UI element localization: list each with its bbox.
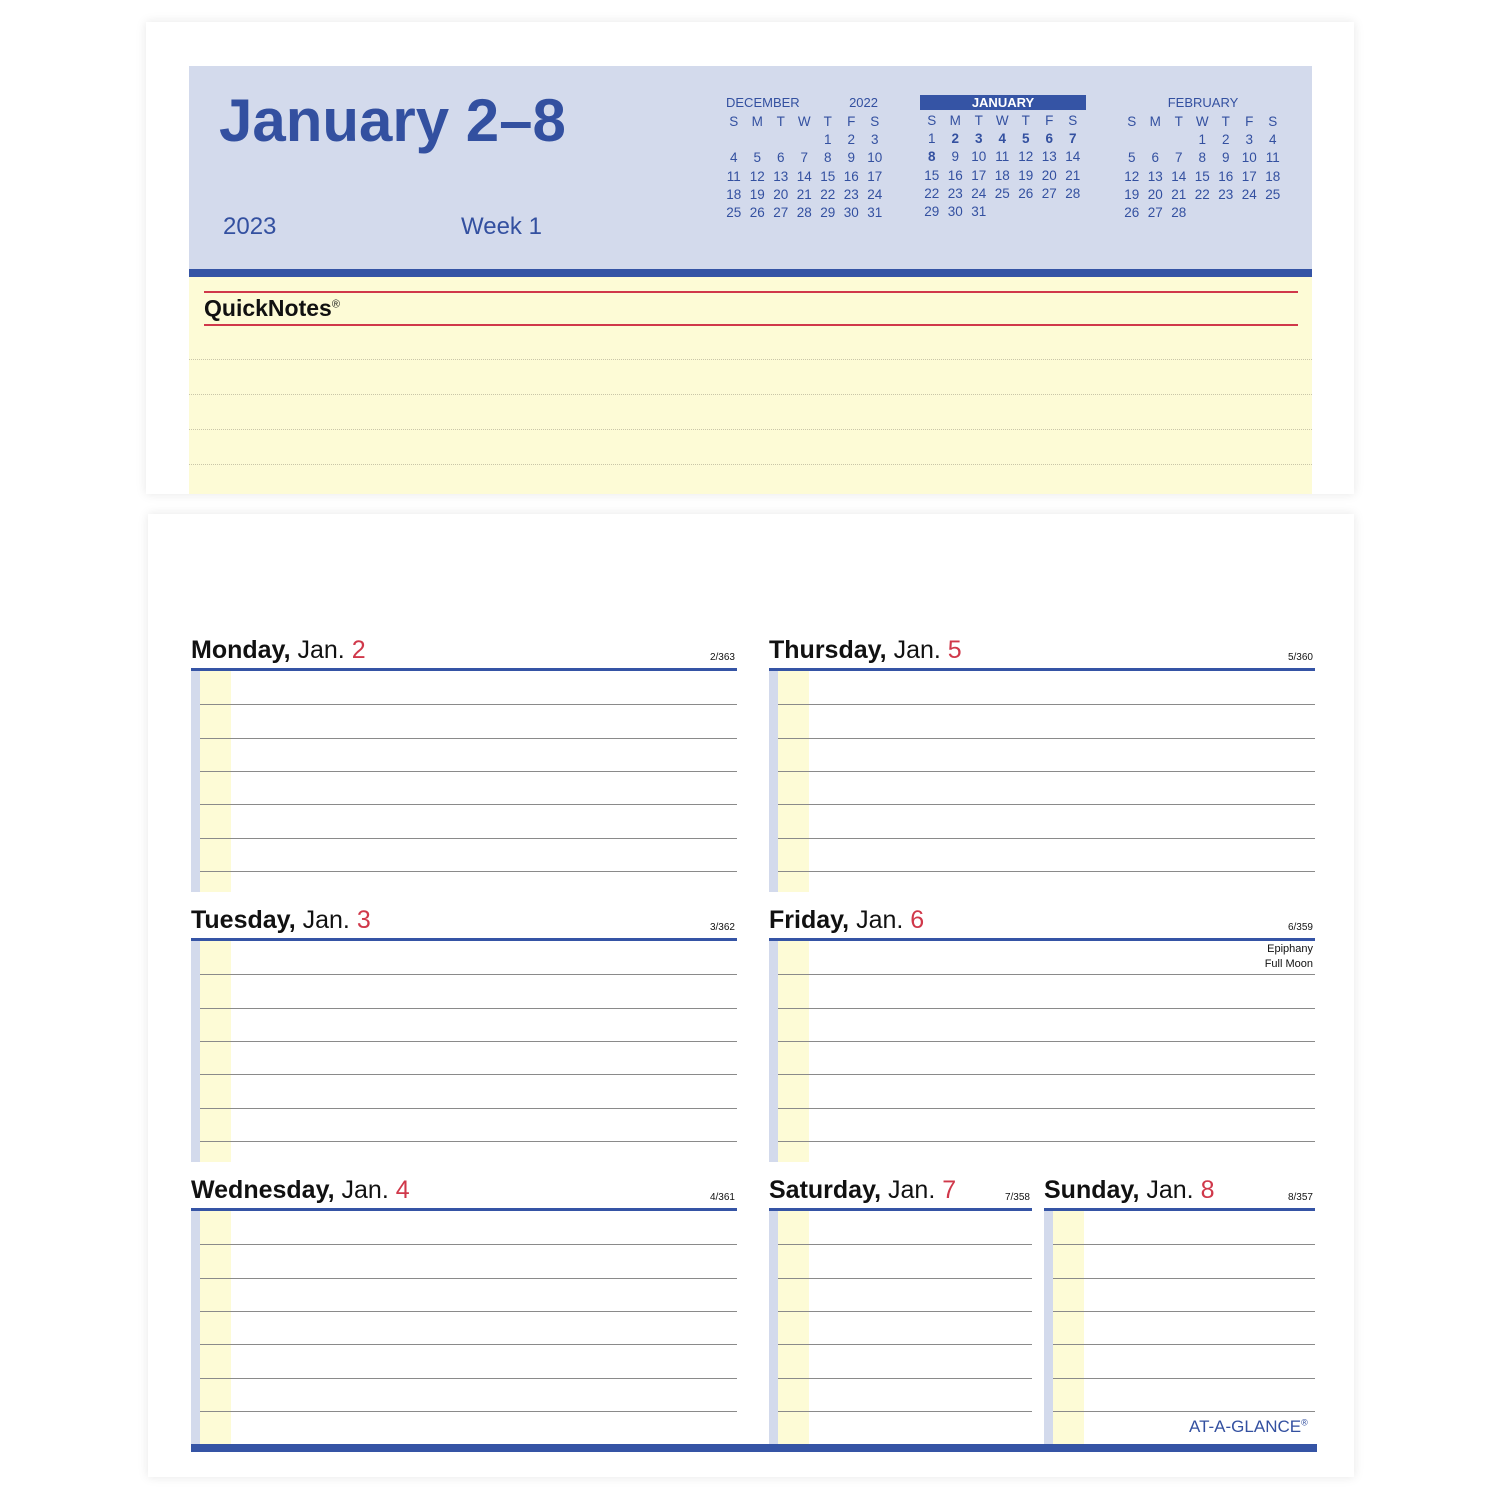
weekday-label: F — [1245, 114, 1254, 129]
calendar-day: 26 — [1018, 185, 1034, 201]
quicknotes-line — [189, 394, 1312, 395]
calendar-day: 4 — [998, 131, 1006, 147]
calendar-day: 24 — [867, 186, 883, 202]
margin-stripe-blue — [191, 1211, 200, 1444]
calendar-day: 17 — [1241, 168, 1257, 184]
calendar-day: 5 — [1021, 131, 1030, 147]
writing-line — [200, 738, 737, 739]
writing-line — [778, 838, 1315, 839]
writing-line — [778, 1378, 1032, 1379]
header-divider — [189, 269, 1312, 277]
calendar-day: 10 — [1241, 150, 1257, 166]
weekday-label: M — [949, 113, 961, 128]
day-number: 3 — [356, 906, 371, 934]
calendar-day: 28 — [1171, 204, 1187, 220]
weekday-label: T — [776, 114, 785, 129]
weekday-label: S — [729, 114, 739, 129]
calendar-day: 9 — [1221, 150, 1230, 166]
day-block-friday — [769, 906, 1315, 1162]
blank-cell — [1144, 131, 1168, 149]
mini-calendar-header — [722, 95, 888, 111]
calendar-day: 21 — [1171, 186, 1187, 202]
weekday-label: S — [1068, 113, 1078, 128]
day-name: Sunday, — [1044, 1176, 1140, 1204]
writing-line — [1053, 1311, 1315, 1312]
calendar-day: 14 — [1065, 149, 1081, 165]
margin-stripe-blue — [191, 671, 200, 892]
calendar-day: 5 — [1127, 150, 1136, 166]
writing-line — [778, 1141, 1315, 1142]
day-heading-rule — [769, 938, 1315, 941]
calendar-day: 16 — [843, 168, 859, 184]
top-sheet — [146, 22, 1354, 494]
blank-cell — [769, 131, 793, 149]
mini-calendar-january — [920, 95, 1086, 221]
calendar-day: 12 — [1124, 168, 1140, 184]
day-heading — [769, 1176, 956, 1205]
day-of-year-count: 3/362 — [709, 922, 735, 933]
calendar-day: 22 — [820, 186, 836, 202]
writing-line — [200, 1008, 737, 1009]
writing-line — [778, 1074, 1315, 1075]
calendar-day: 26 — [749, 204, 765, 220]
calendar-day: 19 — [1124, 186, 1140, 202]
bottom-sheet — [148, 514, 1354, 1477]
writing-line — [200, 771, 737, 772]
calendar-day: 3 — [870, 132, 879, 148]
day-month: Jan. — [297, 636, 345, 664]
calendar-day: 24 — [1241, 186, 1257, 202]
calendar-day: 29 — [924, 203, 940, 219]
day-number: 2 — [351, 636, 366, 664]
margin-stripe-blue — [191, 941, 200, 1162]
day-month: Jan. — [1146, 1176, 1194, 1204]
calendar-day: 2 — [847, 132, 855, 148]
writing-line — [200, 838, 737, 839]
calendar-day: 8 — [1198, 150, 1206, 166]
calendar-day: 21 — [796, 186, 812, 202]
calendar-day: 8 — [823, 150, 832, 166]
calendar-day: 17 — [867, 168, 883, 184]
writing-line — [778, 974, 1315, 975]
calendar-day: 7 — [800, 150, 808, 166]
day-heading — [191, 636, 366, 665]
day-name: Saturday, — [769, 1176, 882, 1204]
weekday-label: T — [974, 113, 983, 128]
day-heading — [769, 906, 924, 935]
blank-cell — [793, 131, 817, 149]
writing-line — [778, 871, 1315, 872]
calendar-day: 9 — [847, 150, 855, 166]
calendar-day: 6 — [1045, 131, 1053, 147]
calendar-day: 12 — [1018, 149, 1034, 165]
calendar-day: 28 — [1065, 185, 1081, 201]
calendar-day: 20 — [1147, 186, 1163, 202]
calendar-day: 11 — [726, 168, 741, 184]
quicknotes-line — [189, 359, 1312, 360]
day-block-wednesday — [191, 1176, 737, 1444]
day-name: Monday, — [191, 636, 291, 664]
day-block-saturday — [769, 1176, 1032, 1444]
day-heading — [769, 636, 962, 665]
calendar-day: 30 — [947, 203, 963, 219]
day-name: Tuesday, — [191, 906, 296, 934]
day-number: 6 — [910, 906, 925, 934]
weekday-label: T — [823, 114, 832, 129]
calendar-day: 15 — [820, 168, 836, 184]
writing-line — [1053, 1244, 1315, 1245]
calendar-day: 19 — [1018, 167, 1034, 183]
writing-line — [778, 1344, 1032, 1345]
calendar-day: 25 — [1265, 186, 1281, 202]
weekday-label: S — [1268, 114, 1278, 129]
calendar-day: 10 — [867, 150, 883, 166]
calendar-day: 31 — [867, 204, 883, 220]
calendar-day: 27 — [1041, 185, 1057, 201]
margin-stripe-blue — [769, 941, 778, 1162]
calendar-day: 19 — [749, 186, 765, 202]
calendar-day: 16 — [1218, 168, 1234, 184]
weekday-label: W — [995, 113, 1009, 128]
quicknotes-rule-top — [204, 291, 1298, 293]
writing-line — [778, 1311, 1032, 1312]
calendar-day: 1 — [1198, 132, 1206, 148]
calendar-day: 26 — [1124, 204, 1140, 220]
day-heading-rule — [191, 938, 737, 941]
writing-line — [200, 1108, 737, 1109]
header-band — [189, 66, 1312, 269]
day-heading — [1044, 1176, 1214, 1205]
calendar-day: 1 — [927, 131, 936, 147]
calendar-day: 30 — [843, 204, 859, 220]
calendar-day: 3 — [1245, 132, 1253, 148]
calendar-day: 27 — [1147, 204, 1163, 220]
calendar-day: 22 — [924, 185, 940, 201]
quicknotes-title: QuickNotes® — [204, 295, 340, 321]
weekday-label: T — [1021, 113, 1030, 128]
writing-line — [778, 738, 1315, 739]
calendar-day: 20 — [773, 186, 789, 202]
blank-cell — [1167, 131, 1191, 149]
day-month: Jan. — [341, 1176, 389, 1204]
weekday-label: M — [751, 114, 763, 129]
writing-line — [778, 1244, 1032, 1245]
writing-line — [200, 1311, 737, 1312]
calendar-day: 28 — [796, 204, 812, 220]
day-of-year-count: 4/361 — [709, 1192, 735, 1203]
mini-calendar-header — [920, 95, 1086, 110]
mini-calendar-month: JANUARY — [971, 95, 1035, 110]
day-number: 7 — [942, 1176, 957, 1204]
day-of-year-count: 6/359 — [1287, 922, 1313, 933]
day-note: Epiphany — [1267, 943, 1313, 955]
writing-line — [200, 1344, 737, 1345]
weekday-label: S — [927, 113, 937, 128]
weekday-label: T — [1221, 114, 1230, 129]
writing-line — [778, 1108, 1315, 1109]
writing-line — [200, 1244, 737, 1245]
weekday-label: W — [797, 114, 811, 129]
writing-line — [778, 704, 1315, 705]
calendar-day: 21 — [1065, 167, 1081, 183]
quicknotes-rule-bottom — [204, 324, 1298, 326]
calendar-day: 6 — [776, 150, 785, 166]
calendar-day: 25 — [726, 204, 742, 220]
calendar-day: 15 — [1194, 168, 1210, 184]
calendar-day: 7 — [1174, 150, 1183, 166]
calendar-day: 20 — [1041, 167, 1057, 183]
writing-line — [200, 1378, 737, 1379]
calendar-day: 4 — [1268, 132, 1277, 148]
day-block-thursday — [769, 636, 1315, 892]
mini-calendar-grid — [920, 112, 1086, 221]
calendar-day: 4 — [729, 150, 738, 166]
mini-calendar-grid — [722, 113, 888, 222]
writing-line — [200, 804, 737, 805]
margin-stripe-blue — [1044, 1211, 1053, 1444]
writing-line — [200, 1278, 737, 1279]
day-number: 4 — [395, 1176, 410, 1204]
mini-calendar-month: FEBRUARY — [1167, 95, 1239, 110]
day-of-year-count: 2/363 — [709, 652, 735, 663]
margin-stripe-yellow — [200, 1211, 231, 1444]
calendar-day: 8 — [927, 149, 936, 165]
quicknotes-line — [189, 464, 1312, 465]
blank-cell — [722, 131, 746, 149]
day-name: Wednesday, — [191, 1176, 335, 1204]
calendar-day: 18 — [994, 167, 1010, 183]
calendar-day: 31 — [971, 203, 987, 219]
weekday-label: S — [870, 114, 880, 129]
writing-line — [778, 1008, 1315, 1009]
day-month: Jan. — [856, 906, 904, 934]
weekday-label: T — [1174, 114, 1183, 129]
margin-stripe-blue — [769, 671, 778, 892]
margin-stripe-yellow — [1053, 1211, 1084, 1444]
calendar-day: 13 — [1147, 168, 1163, 184]
calendar-day: 7 — [1068, 131, 1077, 147]
quicknotes-area — [189, 277, 1312, 494]
day-of-year-count: 8/357 — [1287, 1192, 1313, 1203]
calendar-day: 16 — [947, 167, 963, 183]
day-name: Friday, — [769, 906, 850, 934]
writing-line — [200, 1041, 737, 1042]
calendar-day: 22 — [1194, 186, 1210, 202]
writing-line — [200, 974, 737, 975]
calendar-day: 23 — [1218, 186, 1234, 202]
calendar-day: 2 — [951, 131, 959, 147]
week-number-label: Week 1 — [461, 213, 542, 240]
writing-line — [200, 1141, 737, 1142]
writing-line — [200, 1074, 737, 1075]
mini-calendar-grid — [1120, 113, 1286, 222]
mini-calendar-year: 2022 — [849, 95, 878, 110]
bottom-divider — [191, 1444, 1317, 1452]
day-heading-rule — [191, 668, 737, 671]
calendar-day: 25 — [994, 185, 1010, 201]
calendar-day: 13 — [1041, 149, 1057, 165]
calendar-day: 18 — [1265, 168, 1281, 184]
day-heading-rule — [1044, 1208, 1315, 1211]
writing-line — [778, 804, 1315, 805]
calendar-day: 9 — [951, 149, 959, 165]
calendar-day: 24 — [971, 185, 987, 201]
blank-cell — [746, 131, 770, 149]
writing-line — [1053, 1278, 1315, 1279]
day-block-tuesday — [191, 906, 737, 1162]
day-month: Jan. — [302, 906, 350, 934]
writing-line — [200, 704, 737, 705]
day-number: 5 — [947, 636, 962, 664]
day-heading-rule — [769, 668, 1315, 671]
day-block-monday — [191, 636, 737, 892]
day-note: Full Moon — [1264, 958, 1313, 970]
day-heading-rule — [191, 1208, 737, 1211]
calendar-day: 11 — [1265, 150, 1280, 166]
day-of-year-count: 5/360 — [1287, 652, 1313, 663]
weekday-label: F — [847, 114, 856, 129]
calendar-day: 29 — [820, 204, 836, 220]
margin-stripe-yellow — [778, 1211, 809, 1444]
blank-cell — [1120, 131, 1144, 149]
calendar-day: 17 — [971, 167, 987, 183]
calendar-day: 5 — [753, 150, 761, 166]
mini-calendar-december — [722, 95, 888, 222]
weekday-label: W — [1195, 114, 1209, 129]
mini-calendar-month: DECEMBER — [726, 95, 800, 110]
writing-line — [200, 1411, 737, 1412]
week-range-title: January 2–8 — [219, 87, 566, 154]
day-month: Jan. — [893, 636, 941, 664]
margin-stripe-blue — [769, 1211, 778, 1444]
day-block-sunday — [1044, 1176, 1315, 1444]
writing-line — [778, 771, 1315, 772]
calendar-day: 14 — [796, 168, 812, 184]
calendar-day: 12 — [749, 168, 765, 184]
brand-logo: AT-A-GLANCE® — [1189, 1417, 1308, 1436]
calendar-day: 13 — [773, 168, 789, 184]
day-number: 8 — [1200, 1176, 1215, 1204]
writing-line — [1053, 1378, 1315, 1379]
weekday-label: F — [1045, 113, 1054, 128]
calendar-day: 18 — [726, 186, 742, 202]
calendar-day: 3 — [974, 131, 983, 147]
writing-line — [778, 1041, 1315, 1042]
day-month: Jan. — [888, 1176, 936, 1204]
day-name: Thursday, — [769, 636, 887, 664]
writing-line — [1053, 1344, 1315, 1345]
mini-calendar-february — [1120, 95, 1286, 222]
year-label: 2023 — [223, 213, 277, 240]
writing-line — [778, 1278, 1032, 1279]
calendar-day: 23 — [843, 186, 859, 202]
calendar-day: 27 — [773, 204, 789, 220]
day-heading — [191, 906, 371, 935]
calendar-day: 14 — [1171, 168, 1187, 184]
writing-line — [778, 1411, 1032, 1412]
day-heading — [191, 1176, 410, 1205]
calendar-day: 23 — [947, 185, 963, 201]
calendar-day: 10 — [971, 149, 987, 165]
mini-calendar-header — [1120, 95, 1286, 111]
weekday-label: S — [1127, 114, 1137, 129]
writing-line — [200, 871, 737, 872]
calendar-day: 6 — [1151, 150, 1159, 166]
quicknotes-line — [189, 429, 1312, 430]
day-of-year-count: 7/358 — [1004, 1192, 1030, 1203]
calendar-day: 2 — [1221, 132, 1230, 148]
calendar-day: 1 — [823, 132, 832, 148]
calendar-day: 11 — [995, 149, 1010, 165]
writing-line — [1053, 1411, 1315, 1412]
calendar-day: 15 — [924, 167, 940, 183]
weekday-label: M — [1149, 114, 1161, 129]
